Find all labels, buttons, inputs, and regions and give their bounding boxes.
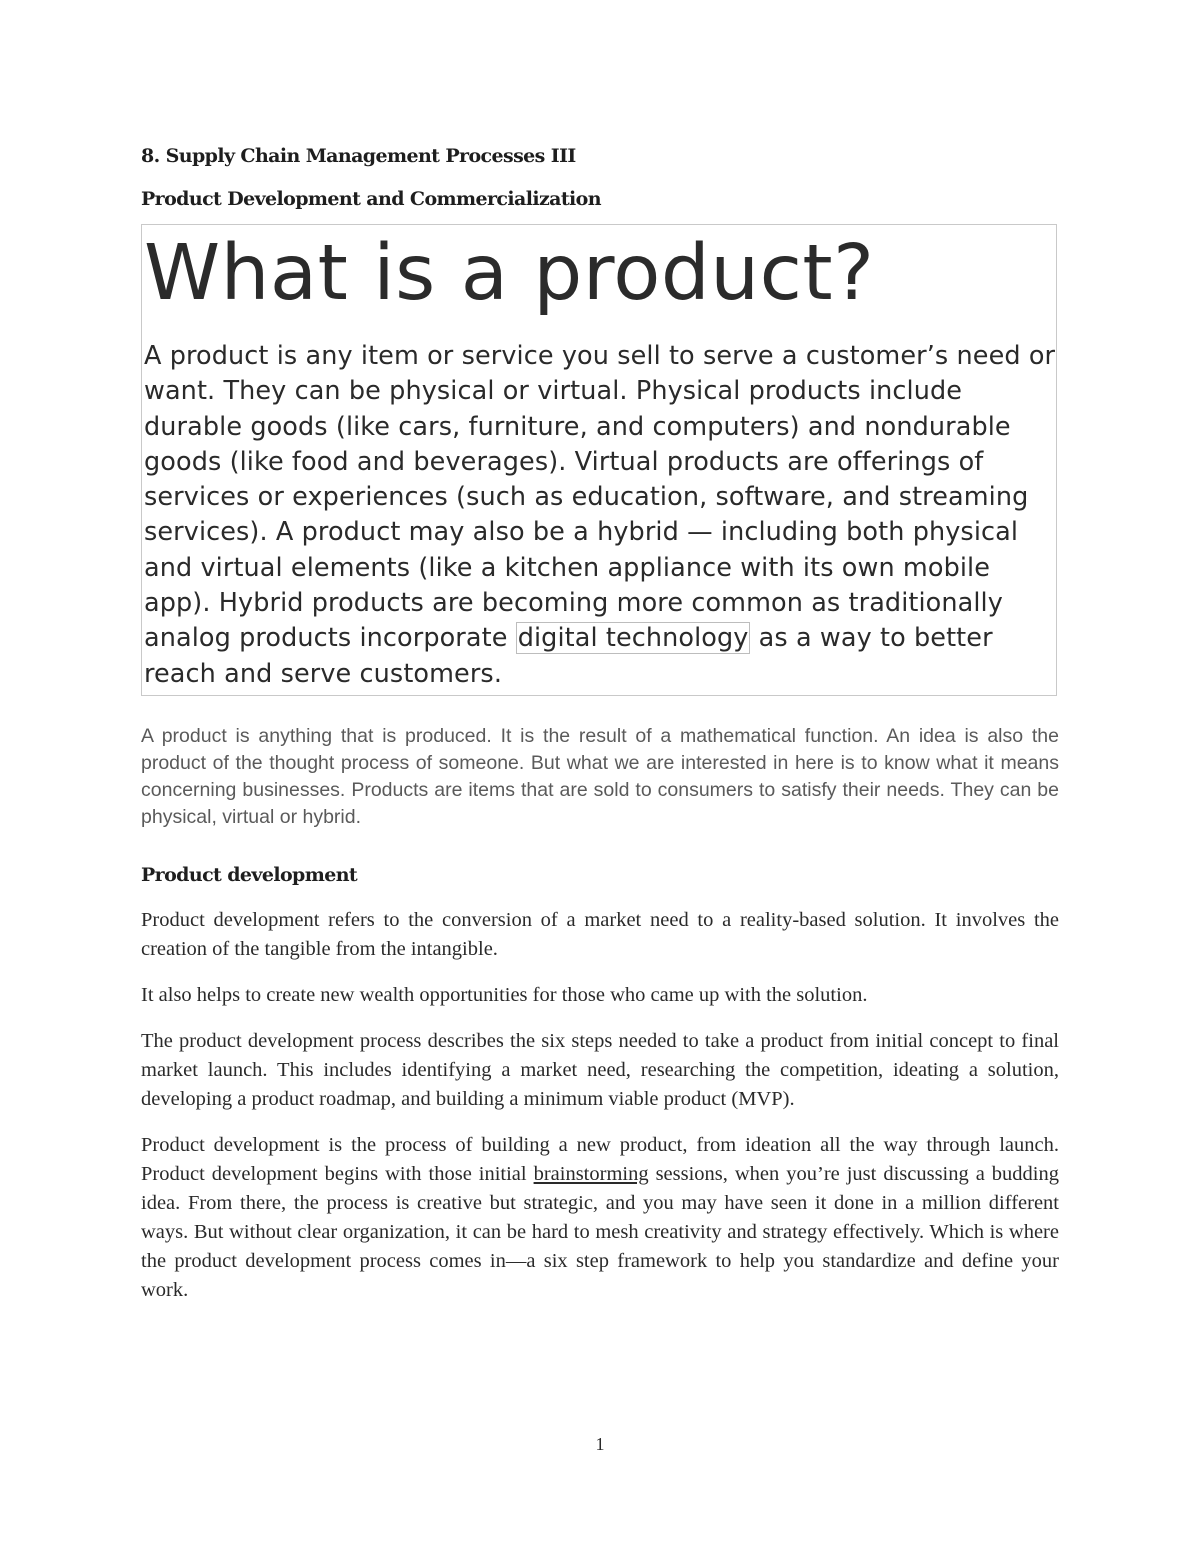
paragraph-definition: Product development refers to the conversion of a market need to a reality-based solution. It involves the creation of the tangible from the intangible. xyxy=(141,909,1059,960)
page-number: 1 xyxy=(595,1434,605,1454)
section-title-product-development: Product development xyxy=(141,864,358,886)
callout-body xyxy=(144,339,1056,692)
paragraph-process-steps: The product development process describes the six steps needed to take a product from initial concept to final market launch. This includes identifying a market need, researching the competition, ideating a solution, developing a product roadmap, and building a minimum viable product (MVP). xyxy=(141,1030,1059,1110)
paragraph-process-overview xyxy=(141,1131,1059,1305)
brainstorming-link[interactable]: brainstorming xyxy=(533,1163,649,1185)
callout-title: What is a product? xyxy=(144,229,875,318)
chapter-subtitle: Product Development and Commercialization xyxy=(141,188,601,210)
chapter-title: 8. Supply Chain Management Processes III xyxy=(141,145,576,167)
intro-paragraph: A product is anything that is produced. It is the result of a mathematical function. An idea is also the product of the thought process of someone. But what we are interested in here is to know what it means concerning businesses. Products are items that are sold to consumers to satisfy their needs. They can be physical, virtual or hybrid. xyxy=(141,725,1059,828)
paragraph-text-end: sessions, when you’re just discussing a budding idea. From there, the process is creative but strategic, and you may have seen it done in a million different ways. But without clear organization, it can be hard to mesh creativity and strategy effectively. Which is where the product development process comes in—a six step framework to help you standardize and define your work. xyxy=(141,1163,1059,1301)
product-definition-callout xyxy=(141,224,1057,696)
digital-technology-link[interactable]: digital technology xyxy=(517,623,749,654)
callout-body-text-end: as a way to better reach and serve customers. xyxy=(144,623,993,689)
page-content xyxy=(141,142,1059,1305)
paragraph-wealth: It also helps to create new wealth opportunities for those who came up with the solution. xyxy=(141,984,868,1006)
paragraph-text: Product development is the process of building a new product, from ideation all the way through launch. Product development begins with those initial xyxy=(141,1134,1059,1185)
callout-body-text: A product is any item or service you sell to serve a customer’s need or want. They can be physical or virtual. Physical products include durable goods (like cars, furniture, and computers) and nondurable goods (like food and beverages). Virtual products are offerings of services or experiences (such as education, software, and streaming services). A product may also be a hybrid — including both physical and virtual elements (like a kitchen appliance with its own mobile app). Hybrid products are becoming more common as traditionally analog products incorporate xyxy=(144,341,1056,654)
